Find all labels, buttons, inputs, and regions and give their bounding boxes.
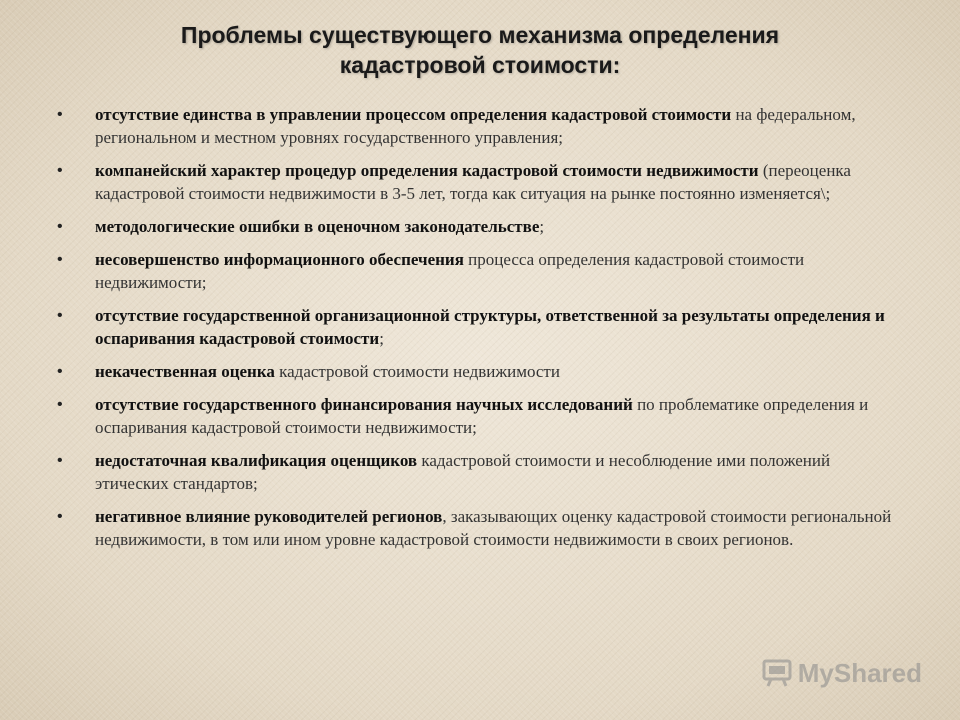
slide-title-line-2: кадастровой стоимости:: [339, 52, 621, 78]
bullet: •: [57, 251, 63, 268]
item-text: ;: [379, 329, 384, 348]
item-text: (переоценка кадастровой стоимости недвижимости в 3-5 лет, тогда как ситуация на рынке постоянно изменяется\;: [95, 161, 851, 203]
item-bold-text: компанейский характер процедур определения кадастровой стоимости недвижимости: [95, 161, 759, 180]
bullet: •: [57, 508, 63, 525]
item-text: по проблематике определения и оспаривания кадастровой стоимости недвижимости;: [95, 395, 869, 437]
watermark-text: MyShared: [797, 657, 922, 688]
item-bold-text: отсутствие государственного финансирования научных исследований: [95, 395, 633, 414]
item-bold-text: негативное влияние руководителей регионов: [95, 507, 443, 526]
item-bold-text: несовершенство информационного обеспечения: [95, 250, 464, 269]
item-text: кадастровой стоимости недвижимости: [274, 362, 560, 381]
bullet: •: [57, 452, 63, 469]
presentation-board-icon: [762, 659, 792, 687]
list-item: [55, 393, 905, 439]
item-bold-text: некачественная оценка: [95, 362, 275, 381]
item-bold-text: методологические ошибки в оценочном законодательстве: [95, 217, 540, 236]
watermark-logo: [762, 656, 922, 690]
bullet: •: [57, 363, 63, 380]
bullet: •: [57, 396, 63, 413]
item-text: , заказывающих оценку кадастровой стоимости региональной недвижимости, в том или ином уровне кадастровой стоимости недвижимости в своих регионов.: [95, 507, 892, 549]
item-text: на федеральном, региональном и местном уровнях государственного управления;: [95, 105, 856, 147]
list-item: [55, 248, 905, 294]
list-item: [55, 360, 905, 383]
list-item: [55, 215, 905, 238]
list-item: [55, 103, 905, 149]
item-bold-text: недостаточная квалификация оценщиков: [95, 451, 418, 470]
bullet: •: [57, 307, 63, 324]
bullet: •: [57, 106, 63, 123]
item-text: ;: [539, 217, 545, 236]
slide-title: [60, 20, 900, 80]
problems-list: [55, 103, 905, 561]
item-text: кадастровой стоимости и несоблюдение ими положений этических стандартов;: [95, 451, 831, 493]
list-item: [55, 505, 905, 551]
item-bold-text: отсутствие государственной организационной структуры, ответственной за результаты определения и оспаривания кадастровой стоимости: [95, 306, 885, 348]
bullet: •: [57, 162, 63, 179]
item-text: процесса определения кадастровой стоимости недвижимости;: [95, 250, 805, 292]
list-item: [55, 449, 905, 495]
list-item: [55, 304, 905, 350]
slide-title-line-1: Проблемы существующего механизма определения: [180, 22, 780, 48]
list-item: [55, 159, 905, 205]
bullet: •: [57, 218, 63, 235]
item-bold-text: отсутствие единства в управлении процессом определения кадастровой стоимости: [95, 105, 732, 124]
